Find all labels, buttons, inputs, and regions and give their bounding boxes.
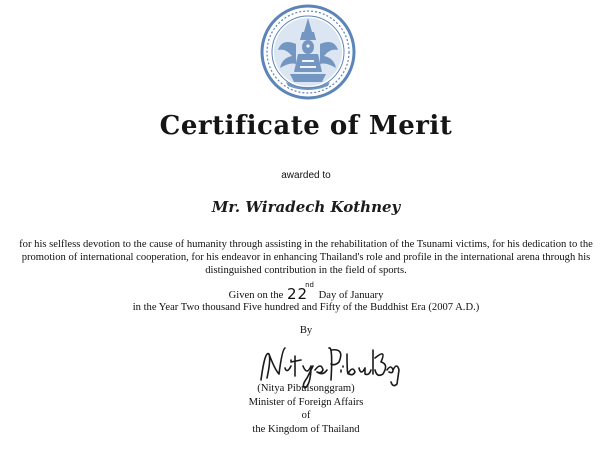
signer-of: of	[301, 410, 311, 421]
signer-name: (Nitya Pibulsonggram)	[257, 383, 355, 394]
citation-text: for his selfless devotion to the cause of humanity through assisting in the rehabilitation of the Tsunami victims, for his dedication to the promotion of international cooperation, for his endeavor in enhancing Thailand's role and profile in the international arena through his distinguished contribution in the field of sports.	[19, 239, 593, 276]
by-label: By	[299, 325, 313, 336]
signer-country: the Kingdom of Thailand	[252, 423, 360, 435]
given-suffix: Day of January	[318, 290, 384, 301]
given-date-line	[0, 281, 612, 303]
recipient-name: Mr. Wiradech Kothney	[211, 198, 401, 216]
given-day-suffix: nd	[305, 281, 314, 289]
certificate-title: Certificate of Merit	[159, 111, 453, 141]
ministry-seal-icon	[256, 2, 360, 102]
signer-title: Minister of Foreign Affairs	[248, 396, 364, 408]
given-prefix: Given on the	[228, 290, 284, 301]
signer-block	[0, 382, 612, 436]
awarded-to-label: awarded to	[281, 170, 331, 181]
given-day: 22	[287, 285, 309, 303]
year-line: in the Year Two thousand Five hundred and Fifty of the Buddhist Era (2007 A.D.)	[132, 302, 480, 313]
